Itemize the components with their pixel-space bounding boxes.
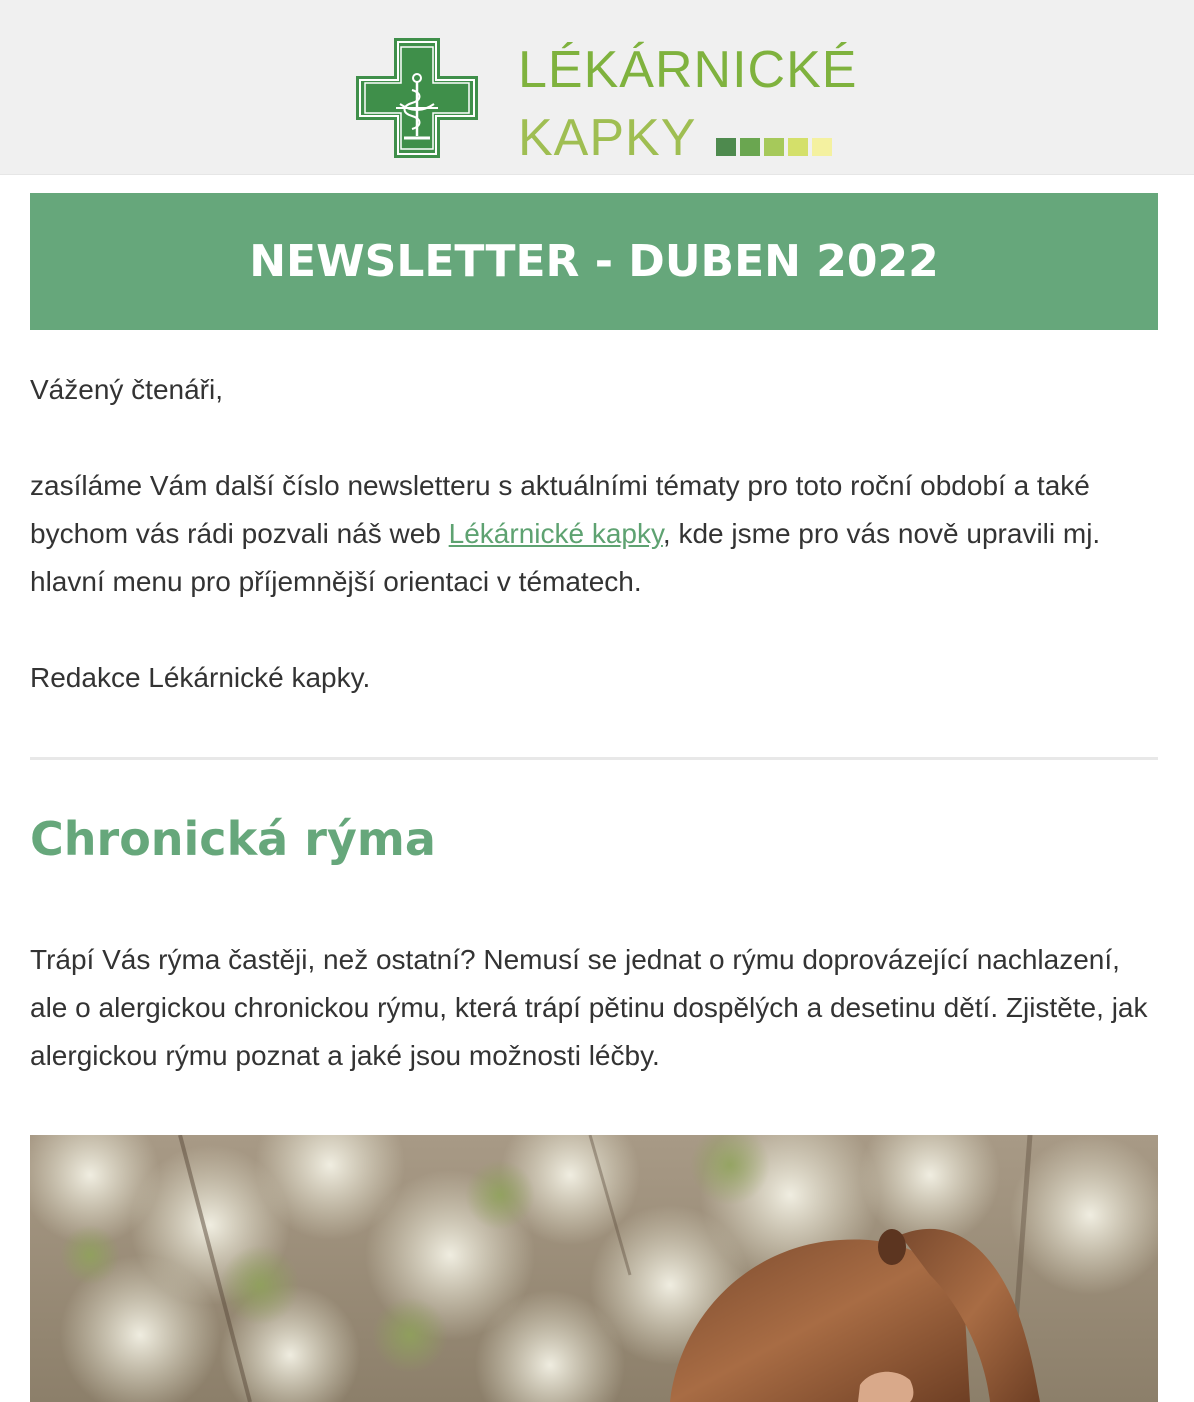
header: [0, 0, 1194, 175]
intro-paragraph: [30, 462, 1158, 606]
website-link[interactable]: Lékárnické kapky: [448, 518, 663, 549]
pharmacy-cross-icon[interactable]: [356, 38, 478, 158]
logo-square: [764, 138, 784, 156]
logo-square: [812, 138, 832, 156]
intro-text-end: , kde jsme pro vás nově upravili mj. hlavní menu pro příjemnější orientaci v tématech.: [30, 518, 1101, 597]
article-text: Trápí Vás rýma častěji, než ostatní? Nemusí se jednat o rýmu doprovázející nachlazení, ale o alergickou chronickou rýmu, která trápí pětinu dospělých a desetinu dětí. Zjistěte, jak alergickou rýmu poznat a jaké jsou možnosti léčby.: [30, 944, 1148, 1071]
logo-square: [740, 138, 760, 156]
logo-text-line1: LÉKÁRNICKÉ: [518, 41, 858, 99]
section-divider: [30, 757, 1158, 760]
article-image[interactable]: [30, 1135, 1158, 1402]
logo-square: [788, 138, 808, 156]
intro-text-start: zasíláme Vám další číslo newsletteru s aktuálními tématy pro toto roční období a také bychom vás rádi pozvali náš web: [30, 470, 1090, 549]
newsletter-title: NEWSLETTER - DUBEN 2022: [249, 236, 939, 287]
logo-text-line2: KAPKY: [518, 109, 697, 167]
signature-text: Redakce Lékárnické kapky.: [30, 662, 371, 693]
article-title[interactable]: Chronická rýma: [30, 812, 436, 866]
newsletter-banner: [30, 193, 1158, 330]
logo-color-squares: [716, 138, 832, 156]
logo-square: [716, 138, 736, 156]
greeting-text: Vážený čtenáři,: [30, 374, 223, 405]
